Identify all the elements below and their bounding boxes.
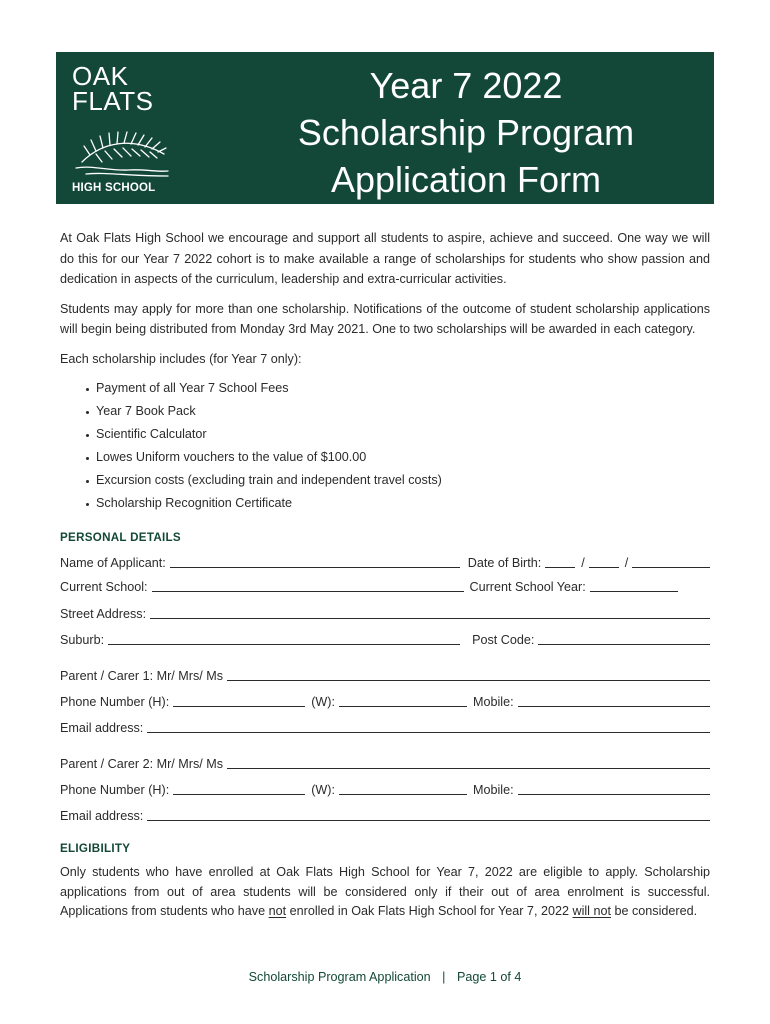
logo-text-flats: FLATS — [72, 86, 154, 116]
name-of-applicant-label: Name of Applicant: — [60, 556, 166, 570]
page-title — [256, 62, 676, 203]
header-banner — [56, 52, 714, 204]
carer2-phone-work-field[interactable] — [339, 781, 467, 795]
phone-home-label: Phone Number (H): — [60, 695, 170, 709]
list-item: Lowes Uniform vouchers to the value of $100.00 — [96, 446, 710, 469]
street-address-field[interactable] — [150, 605, 710, 619]
post-code-label: Post Code: — [472, 633, 535, 647]
list-item: Year 7 Book Pack — [96, 400, 710, 423]
current-school-year-field[interactable] — [590, 578, 678, 592]
carer2-email-row — [60, 805, 710, 823]
carer1-phone-row — [60, 691, 710, 709]
current-school-field[interactable] — [152, 578, 464, 592]
suburb-row — [60, 629, 710, 647]
footer-page-number: Page 1 of 4 — [456, 970, 522, 984]
school-logo — [72, 61, 172, 196]
carer1-phone-work-field[interactable] — [339, 693, 467, 707]
dob-month-field[interactable] — [589, 554, 619, 568]
street-address-label: Street Address: — [60, 607, 147, 621]
current-school-year-label: Current School Year: — [469, 580, 586, 594]
carer1-email-field[interactable] — [147, 719, 710, 733]
fern-leaf-icon — [72, 124, 172, 180]
eligibility-text-part: be considered. — [610, 904, 698, 918]
applicant-row — [60, 552, 710, 570]
carer2-row — [60, 753, 710, 771]
phone-work-label: (W): — [311, 695, 335, 709]
post-code-field[interactable] — [538, 631, 710, 645]
title-line-1: Year 7 2022 — [369, 65, 563, 106]
personal-details-fields — [60, 552, 710, 823]
parent-carer-2-field[interactable] — [227, 755, 710, 769]
name-of-applicant-field[interactable] — [170, 554, 460, 568]
parent-carer-2-label: Parent / Carer 2: Mr/ Mrs/ Ms — [60, 757, 224, 771]
footer-document-title: Scholarship Program Application — [248, 970, 431, 984]
suburb-label: Suburb: — [60, 633, 105, 647]
carer2-phone-home-field[interactable] — [173, 781, 305, 795]
carer1-phone-home-field[interactable] — [173, 693, 305, 707]
phone-home-label: Phone Number (H): — [60, 783, 170, 797]
dob-separator: / — [581, 556, 585, 570]
street-row — [60, 603, 710, 621]
carer2-mobile-field[interactable] — [518, 781, 710, 795]
current-school-label: Current School: — [60, 580, 148, 594]
page-footer — [0, 970, 770, 984]
email-address-label: Email address: — [60, 809, 144, 823]
carer1-email-row — [60, 717, 710, 735]
carer2-phone-row — [60, 779, 710, 797]
school-row — [60, 576, 710, 594]
carer1-mobile-field[interactable] — [518, 693, 710, 707]
logo-text-high-school: HIGH SCHOOL — [72, 182, 156, 194]
eligibility-paragraph — [60, 863, 710, 922]
eligibility-emphasis-not: not — [268, 904, 287, 918]
eligibility-heading: ELIGIBILITY — [60, 842, 131, 855]
eligibility-text-part: enrolled in Oak Flats High School for Year 7, 2022 — [286, 904, 573, 918]
carer2-email-field[interactable] — [147, 807, 710, 821]
list-item: Scientific Calculator — [96, 423, 710, 446]
title-line-3: Application Form — [330, 159, 602, 200]
personal-details-heading: PERSONAL DETAILS — [60, 531, 181, 544]
dob-day-field[interactable] — [545, 554, 575, 568]
phone-work-label: (W): — [311, 783, 335, 797]
email-address-label: Email address: — [60, 721, 144, 735]
parent-carer-1-field[interactable] — [227, 667, 710, 681]
suburb-field[interactable] — [108, 631, 460, 645]
date-of-birth-label: Date of Birth: — [467, 556, 542, 570]
eligibility-emphasis-will-not: will not — [572, 904, 611, 918]
intro-paragraph-1: At Oak Flats High School we encourage and support all students to aspire, achieve and succeed. One way we will do this for our Year 7 2022 cohort is to make available a range of scholarships for students who show passion and dedication in aspects of the curriculum, leadership and extra-curricular activities. — [60, 231, 710, 286]
carer1-row — [60, 665, 710, 683]
footer-separator: | — [442, 970, 446, 984]
benefits-list — [60, 377, 710, 515]
intro-paragraph-3: Each scholarship includes (for Year 7 only): — [60, 351, 302, 366]
parent-carer-1-label: Parent / Carer 1: Mr/ Mrs/ Ms — [60, 669, 224, 683]
eligibility-text-part: Only students who have enrolled at Oak Flats High School for Year 7, 2022 are eligible to apply. Scholarship applications from out of area students will be considered only if their out of area enrolment is successful. Applications from students who have — [60, 865, 710, 918]
list-item: Payment of all Year 7 School Fees — [96, 377, 710, 400]
list-item: Excursion costs (excluding train and independent travel costs) — [96, 469, 710, 492]
intro-paragraph-2: Students may apply for more than one scholarship. Notifications of the outcome of student scholarship applications will begin being distributed from Monday 3rd May 2021. One to two scholarships will be awarded in each category. — [60, 301, 710, 336]
mobile-label: Mobile: — [472, 695, 514, 709]
dob-separator: / — [624, 556, 629, 570]
dob-year-field[interactable] — [632, 554, 710, 568]
list-item: Scholarship Recognition Certificate — [96, 492, 710, 515]
mobile-label: Mobile: — [472, 783, 514, 797]
form-content — [60, 228, 710, 931]
title-line-2: Scholarship Program — [297, 112, 635, 153]
logo-text-oak: OAK — [72, 61, 129, 91]
